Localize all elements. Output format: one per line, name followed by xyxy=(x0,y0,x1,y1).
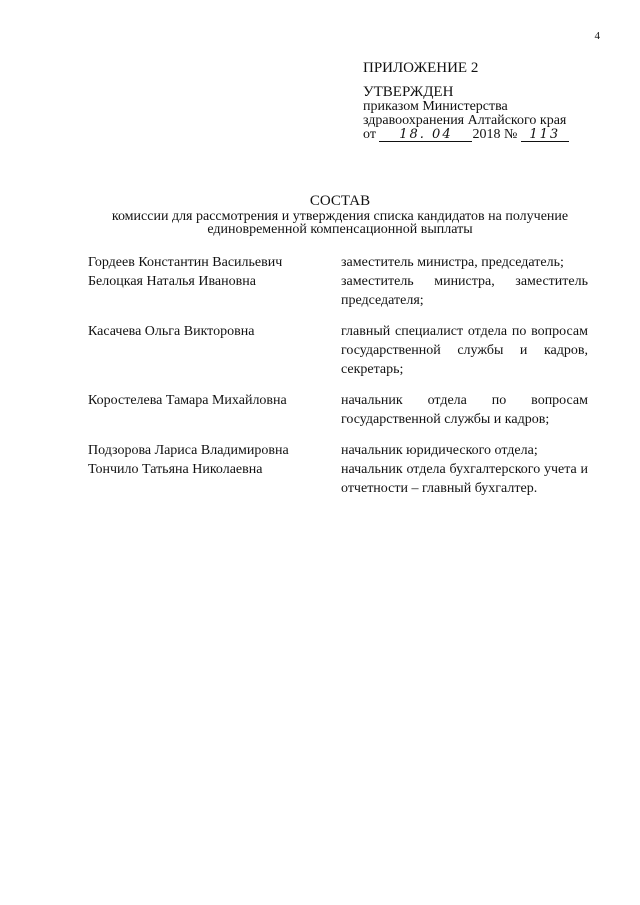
approval-block xyxy=(363,100,569,142)
document-subtitle-line-1: комиссии для рассмотрения и утверждения списка кандидатов на получение xyxy=(111,209,569,224)
member-role: заместитель министра, председатель; xyxy=(341,255,564,270)
member-row xyxy=(88,272,588,322)
member-row xyxy=(88,322,588,391)
page-number: 4 xyxy=(594,30,600,42)
member-role: начальник отдела по вопросам государственной службы и кадров; xyxy=(341,393,588,427)
member-name: Подзорова Лариса Владимировна xyxy=(88,443,289,458)
member-name: Белоцкая Наталья Ивановна xyxy=(88,274,256,289)
appendix-label: ПРИЛОЖЕНИЕ 2 xyxy=(363,60,479,76)
date-prefix: от xyxy=(363,127,376,142)
order-line-1: приказом Министерства xyxy=(363,99,508,114)
member-row xyxy=(88,441,588,460)
order-date-line xyxy=(363,128,569,142)
member-name: Гордеев Константин Васильевич xyxy=(88,255,283,270)
year-and-number-label: 2018 № xyxy=(472,127,518,142)
members-table xyxy=(88,253,588,498)
member-role: заместитель министра, заместитель председателя; xyxy=(341,274,588,308)
member-name: Тончило Татьяна Николаевна xyxy=(88,462,263,477)
member-row xyxy=(88,460,588,498)
document-subtitle-line-2: единовременной компенсационной выплаты xyxy=(207,222,473,237)
order-line-2: здравоохранения Алтайского края xyxy=(363,113,567,128)
member-role: начальник юридического отдела; xyxy=(341,443,538,458)
document-title-block xyxy=(60,193,620,236)
member-row xyxy=(88,391,588,441)
member-role: начальник отдела бухгалтерского учета и отчетности – главный бухгалтер. xyxy=(341,462,588,496)
member-role: главный специалист отдела по вопросам государственной службы и кадров, секретарь; xyxy=(341,324,588,377)
member-name: Коростелева Тамара Михайловна xyxy=(88,393,287,408)
document-title: СОСТАВ xyxy=(309,193,371,209)
handwritten-order-number: 113 xyxy=(521,128,569,142)
approved-label: УТВЕРЖДЕН xyxy=(363,84,454,100)
member-row xyxy=(88,253,588,272)
handwritten-date: 18. 04 xyxy=(379,128,472,142)
member-name: Касачева Ольга Викторовна xyxy=(88,324,255,339)
